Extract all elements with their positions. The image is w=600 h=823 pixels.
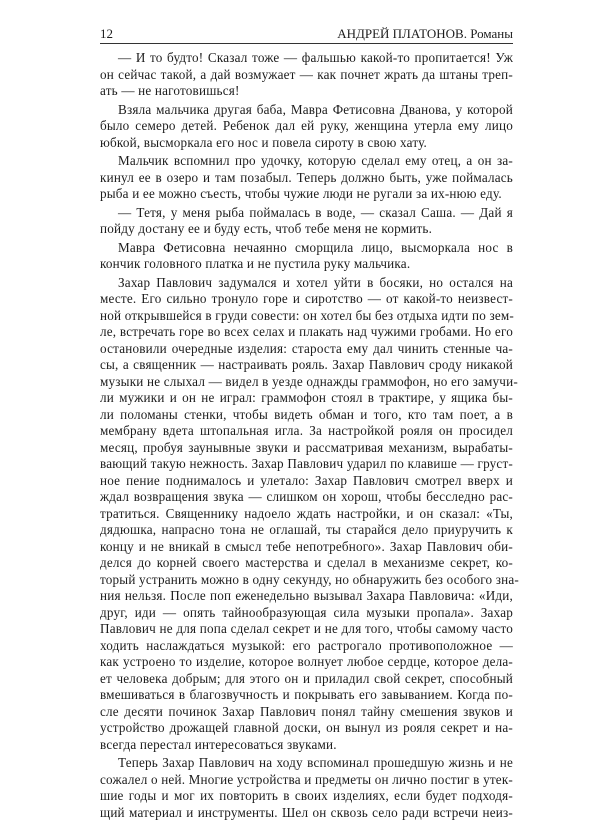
text-line: пойду достану ее и буду есть, чтоб тебе меня не кормить.	[100, 221, 433, 236]
text-line: — Тетя, у меня рыба поймалась в воде, — сказал Саша. — Дай я	[118, 204, 513, 220]
text-line: ходить наслаждаться музыкой: его растрогало противоположное —	[100, 637, 513, 653]
text-line: рыба и ее можно съесть, чтобы чужие люди не ругали за их-нюю еду.	[100, 186, 502, 201]
text-line: устройство дрожащей главной доски, он вынул из рояля секрет и на-	[100, 720, 513, 735]
running-head: АНДРЕЙ ПЛАТОНОВ. Романы	[337, 26, 513, 41]
paragraph	[100, 153, 513, 203]
paragraph	[100, 274, 519, 754]
text-line: щий материал и инструменты. Шел он сквозь село ради встречи неиз-	[100, 804, 513, 820]
text-line: ной открывшейся в груди совести: он хотел бы без отдыха идти по зем-	[100, 307, 514, 323]
text-line: ное пение поднималось и улетало: Захар Павлович смотрел вверх и	[100, 472, 513, 488]
paragraph	[100, 50, 513, 100]
text-line: месяц, пробуя заунывные звуки и рассматривая механизм, вырабаты-	[100, 439, 513, 455]
text-line: мембрану вдета штопальная игла. За настройкой рояля он просидел	[100, 423, 513, 438]
text-line: Взяла мальчика другая баба, Мавра Фетисовна Дванова, у которой	[118, 101, 513, 117]
paragraph	[100, 240, 513, 273]
text-line: как устроено то изделие, которое волнует любое сердце, которое дела-	[100, 654, 513, 669]
body-text	[100, 50, 519, 823]
text-line: друг, иди — опять тайнообразующая сила музыки пропала». Захар	[100, 604, 513, 620]
text-line: ле, встречать горе во всех селах и плакать над чужими гробами. Но его	[100, 324, 513, 339]
text-line: всегда перестал интересоваться звуками.	[100, 736, 337, 752]
header-rule	[100, 43, 513, 44]
text-line: он сейчас такой, а дай возмужает — как почнет жрать да штаны треп-	[100, 66, 513, 82]
text-line: сле десяти починок Захар Павлович понял тайну смешения звуков и	[100, 703, 513, 719]
text-line: вающий такую нежность. Захар Павлович ударил по клавише — груст-	[100, 456, 513, 471]
page-number: 12	[100, 26, 113, 41]
text-line: остановили очередные изделия: староста ему дал чинить стенные ча-	[100, 340, 513, 356]
paragraph	[100, 205, 513, 238]
text-line: — И то будто! Сказал тоже — фальшью какой-то пропитается! Уж	[118, 50, 513, 65]
text-line: Мальчик вспомнил про удочку, которую сделал ему отец, а он за-	[118, 153, 513, 168]
paragraph	[100, 102, 513, 152]
text-line: ать — не наготовишься!	[100, 83, 240, 98]
text-line: торый устранить можно в одну секунду, но обнаружить без особого зна-	[100, 571, 519, 587]
paragraph	[100, 755, 513, 821]
text-line: ния нельзя. После поп еженедельно вызывал Захара Павловича: «Иди,	[100, 588, 513, 603]
text-line: Теперь Захар Павлович на ходу вспоминал прошедшую жизнь и не	[118, 755, 513, 770]
text-line: ли поломаны стенки, чтобы видеть обман и того, кто там поет, а в	[100, 406, 513, 422]
text-line: вмешиваться в благозвучность и покрывать его завыванием. Когда по-	[100, 687, 513, 702]
text-line: кончик головного платка и не пустила руку мальчика.	[100, 256, 411, 271]
text-line: сожалел о ней. Многие устройства и предметы он лично постиг в утек-	[100, 771, 513, 787]
text-line: Захар Павлович задумался и хотел уйти в босяки, но остался на	[118, 274, 513, 290]
text-line: юбкой, высморкала его нос и повела сироту в свою хату.	[100, 134, 428, 150]
text-line: месте. Его сильно тронуло горе и сиротство — от какой-то неизвест-	[100, 291, 513, 306]
text-line: ли мужики и он не играл: граммофон стоял в трактире, у ящика бы-	[100, 390, 513, 405]
text-line: Павлович не для попа сделал секрет и не для того, чтобы самому часто	[100, 621, 513, 636]
text-line: шие годы и мог их повторить в своих изделиях, если будет подходя-	[100, 788, 513, 803]
text-line: дядюшка, напрасно тона не оглашай, ты старайся дело приуручить к	[100, 522, 513, 537]
text-line: музыки не слыхал — видел в уезде однажды граммофон, но его замучи-	[100, 373, 518, 389]
text-line: тратиться. Священнику надоело ждать настройки, и он сказал: «Ты,	[100, 505, 513, 521]
text-line: ет человека добрым; для этого он и приладил свой секрет, способный	[100, 670, 513, 686]
text-line: концу и не вникай в смысл тебе непотребного». Захар Павлович оби-	[100, 538, 513, 554]
text-line: сы, а священник — настраивать рояль. Захар Павлович сроду никакой	[100, 357, 513, 372]
text-line: кинул ее в озеро и там позабыл. Теперь должно быть, уже поймалась	[100, 169, 513, 185]
text-line: Мавра Фетисовна нечаянно сморщила лицо, высморкала нос в	[118, 239, 513, 255]
text-line: делся до корней своего мастерства и сделал в механизме секрет, ко-	[100, 555, 513, 570]
page-header	[100, 26, 513, 44]
text-line: ждал возвращения звука — слишком он хорош, чтобы бесследно рас-	[100, 489, 513, 504]
text-line: было семеро детей. Ребенок дал ей руку, женщина утерла ему лицо	[100, 118, 513, 133]
